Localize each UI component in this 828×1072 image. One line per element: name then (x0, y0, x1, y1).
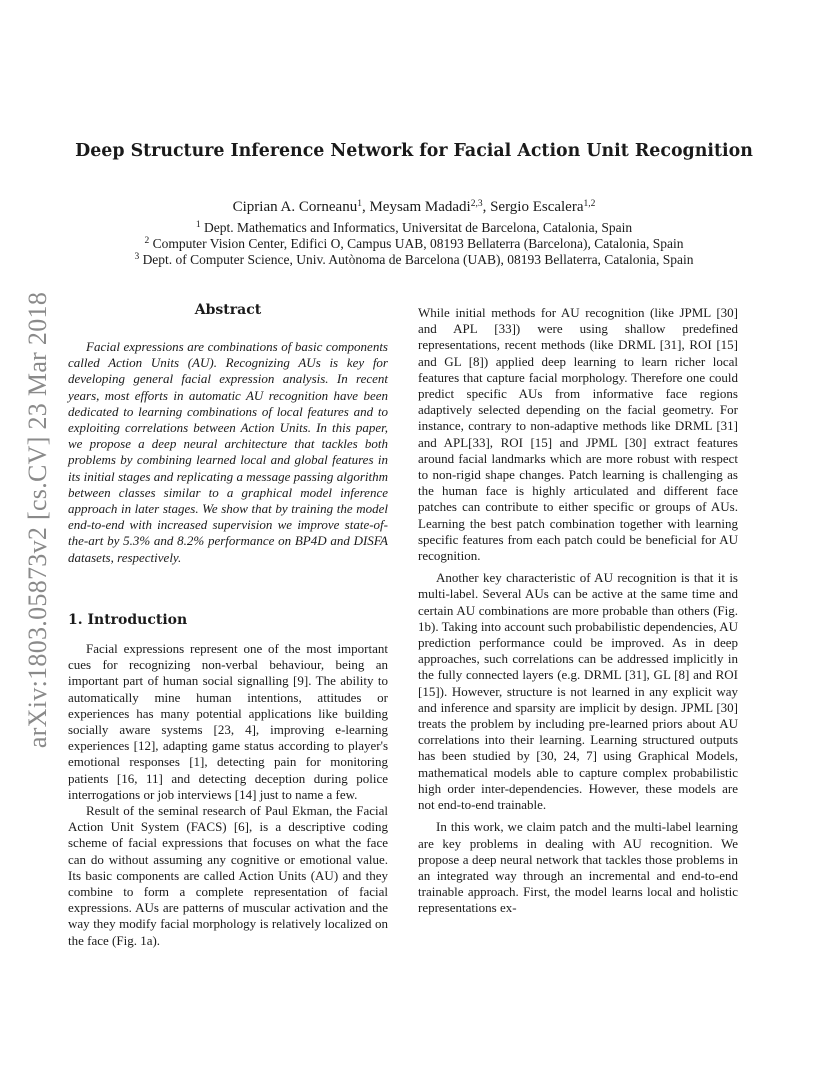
author-affil-sup: 1,2 (583, 199, 596, 209)
paper-title: Deep Structure Inference Network for Facial Action Unit Recognition (75, 141, 753, 161)
abstract-text: Facial expressions are combinations of basic components called Action Units (AU). Recognizing AUs is key for developing general facial expression analysis. In recent years, most efforts in automatic AU recognition have been dedicated to learning combinations of local features and to exploiting correlations between Action Units. In this paper, we propose a deep neural architecture that tackles both problems by combining learned local and global features in its initial stages and replicating a message passing algorithm between classes similar to a graphical model inference approach in later stages. We show that by training the model end-to-end with increased supervision we improve state-of-the-art by 5.3% and 8.2% performance on BP4D and DISFA datasets, respectively. (68, 339, 388, 565)
affiliation: $^1$ Dept. Mathematics and Informatics, Universitat de Barcelona, Catalonia, Spain (195, 220, 633, 235)
author-name: Meysam Madadi (369, 199, 471, 215)
introduction-body (68, 641, 388, 949)
author-name: Ciprian A. Corneanu (232, 199, 358, 215)
paragraph: Another key characteristic of AU recognition is that it is multi-label. Several AUs can be active at the same time and certain AU combinations are more probable than others (Fig. 1b). Taking into account such probabilistic dependencies, AU prediction performance could be improved. As in deep approaches, such correlations can be addressed implicitly in the fully connected layers (e.g. DRML [31], GL [8] and ROI [15]). However, structure is not learned in any explicit way and inference and sparsity are implicit by design. JPML [30] treats the problem by including pre-learned priors about AU correlations into their learning. Learning structured outputs has been studied by [30, 24, 7] using Graphical Models, mathematical models able to capture complex probabilistic high order inter-dependencies. However, these models are not end-to-end trainable. (418, 570, 738, 813)
section-heading-introduction: 1. Introduction (68, 612, 188, 628)
right-column-body (418, 305, 738, 917)
author-affil-sup: 2,3 (470, 199, 483, 209)
affiliation: $^3$ Dept. of Computer Science, Univ. Autònoma de Barcelona (UAB), 08193 Bellaterra, Catalonia, Spain (134, 252, 694, 267)
author-name: Sergio Escalera (490, 199, 584, 215)
abstract-body (68, 339, 388, 566)
author-affil-sup: 1 (357, 199, 362, 209)
author-list: Ciprian A. Corneanu$^1$, Meysam Madadi$^{2,3}$, Sergio Escalera$^{1,2}$ (232, 199, 596, 215)
arxiv-id: arXiv:1803.05873v2 [cs.CV] 23 Mar 2018 (23, 291, 52, 749)
abstract-heading: Abstract (194, 302, 262, 318)
paragraph: Facial expressions represent one of the most important cues for recognizing non-verbal behaviour, being an important part of human social signalling [9]. The ability to automatically mine human intentions, attitudes or experiences has many potential applications like building socially aware systems [23, 4], improving e-learning experiences [12], adapting game status according to player's emotional responses [1], detecting pain for monitoring patients [16, 11] and detecting deception during police interrogations or job interviews [14] just to name a few. (68, 641, 388, 802)
affiliation: $^2$ Computer Vision Center, Edifici O, Campus UAB, 08193 Bellaterra (Barcelona), Catalonia, Spain (144, 236, 684, 251)
paragraph: While initial methods for AU recognition (like JPML [30] and APL [33]) were using shallow predefined representations, recent methods (like DRML [31], ROI [15] and GL [8]) applied deep learning to learn richer local features that capture facial morphology. Therefore one could predict specific AUs from informative face regions adaptively selected depending on the facial geometry. For instance, contrary to non-adaptive methods like DRML [31] and APL[33], ROI [15] and JPML [30] extract features around facial landmarks which are more robust with respect to non-rigid shape changes. Patch learning is challenging as the human face is highly articulated and different face patches can contribute to either specific or groups of AUs. Learning the best patch combination together with learning specific features from each patch could be beneficial for AU recognition. (418, 305, 738, 564)
paragraph: Result of the seminal research of Paul Ekman, the Facial Action Unit System (FACS) [6], is a descriptive coding scheme of facial expressions that focuses on what the face can do without assuming any cognitive or emotional value. Its basic components are called Action Units (AU) and they combine to form a complete representation of facial expressions. AUs are patterns of muscular activation and the way they modify facial morphology is relatively localized on the face (Fig. 1a). (68, 803, 388, 948)
paragraph: In this work, we claim patch and the multi-label learning are key problems in dealing with AU recognition. We propose a deep neural network that tackles those problems in an integrated way through an incremental and end-to-end trainable approach. First, the model learns local and holistic representations ex- (418, 819, 738, 916)
